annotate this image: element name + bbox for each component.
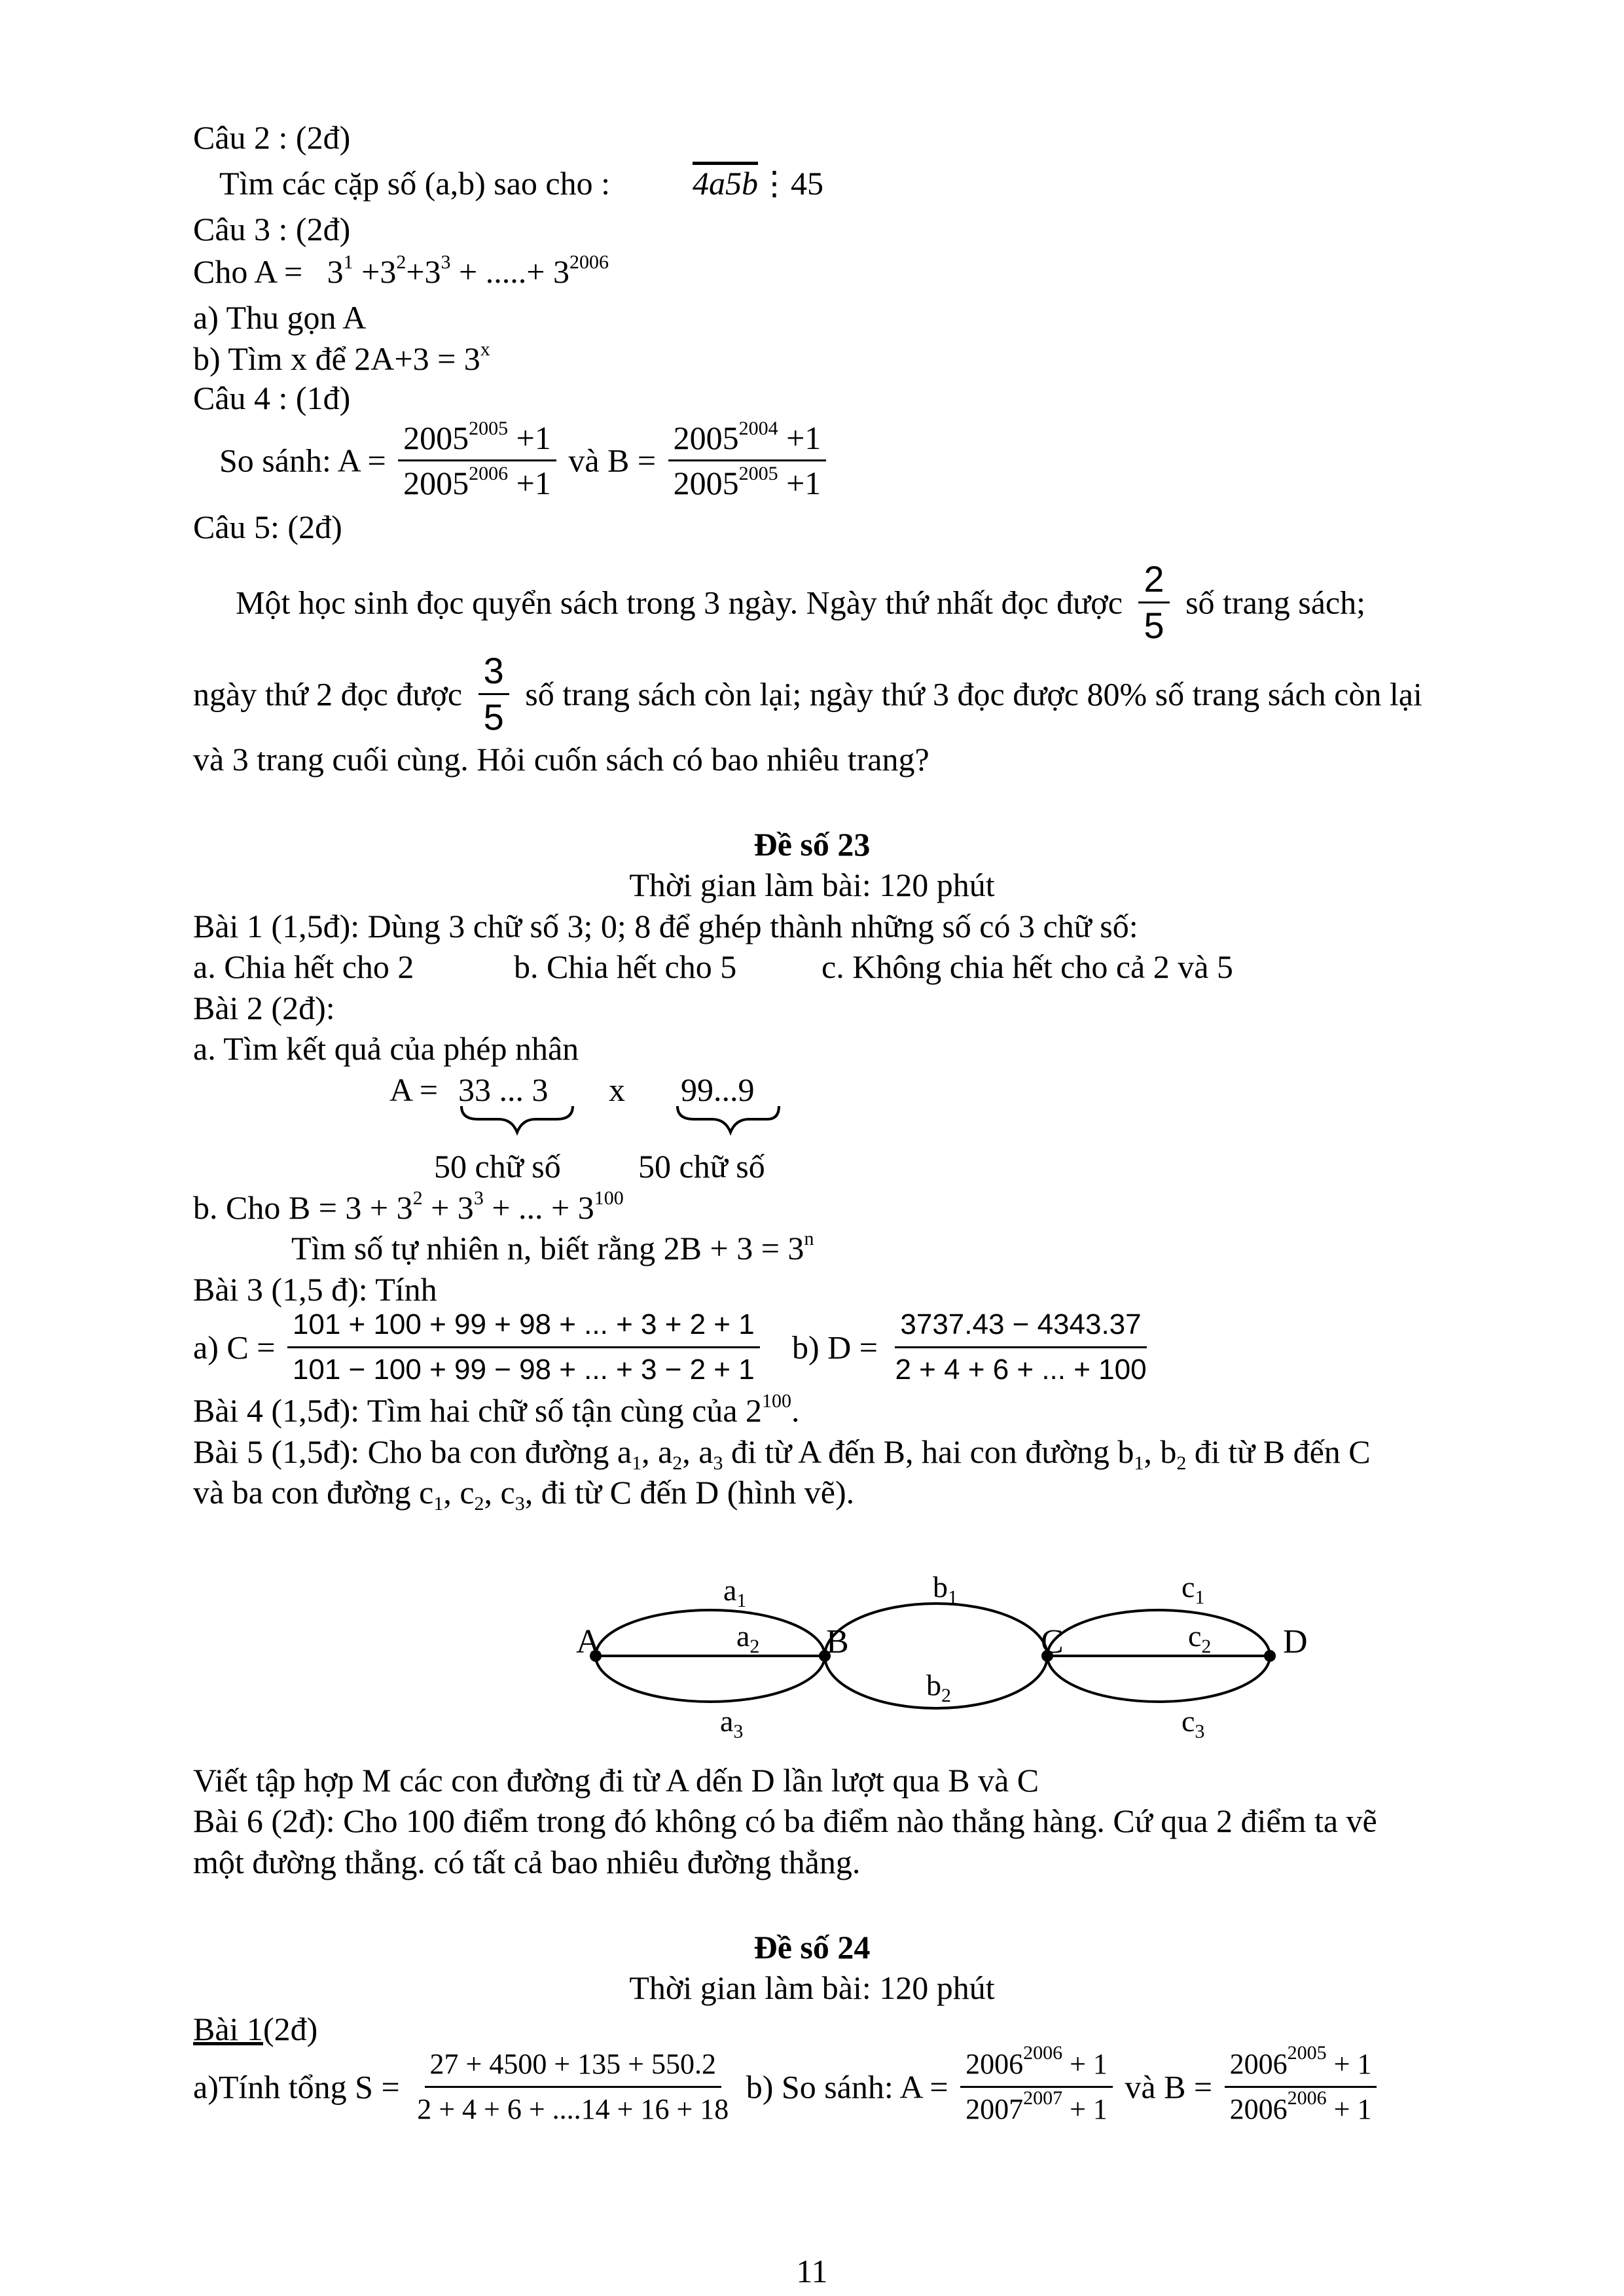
de23-b3-c-label: a) C = — [193, 1329, 276, 1366]
de23-b4-text: Bài 4 (1,5đ): Tìm hai chữ số tận cùng của 2 — [193, 1392, 763, 1429]
q5-line2-a: ngày thứ 2 đọc được — [193, 675, 463, 713]
de23-b3-d-fraction — [890, 1306, 1151, 1389]
de23-b2-b-term3: + 3 — [422, 1189, 474, 1226]
q5-fraction-1 — [1138, 560, 1169, 645]
q5-line1 — [236, 560, 1365, 645]
de24-title: Đề số 24 — [753, 1929, 871, 1965]
q4-b-num-exp: 2004 — [738, 418, 778, 439]
a2-sub: 2 — [749, 1636, 760, 1657]
de24-b1-label: Bài 1 — [193, 2011, 263, 2047]
q5-f2-den: 5 — [483, 696, 504, 738]
de23-b6-line2: một đường thẳng. có tất cả bao nhiêu đường thẳng. — [193, 1844, 861, 1880]
point-d — [1264, 1650, 1276, 1662]
q4-b-num-base: 2005 — [673, 420, 739, 456]
label-a2 — [736, 1619, 759, 1657]
de23-b3-c-fraction — [287, 1306, 760, 1389]
q4-a-den-plus: +1 — [516, 465, 551, 501]
de23-b3-d-den: 2 + 4 + 6 + ... + 100 — [895, 1354, 1147, 1386]
a3-letter: a — [720, 1704, 734, 1738]
label-D: D — [1283, 1623, 1308, 1660]
q2-title: Câu 2 : (2đ) — [193, 119, 351, 156]
de24-sum-row — [193, 2042, 1380, 2128]
de24-s-num: 27 + 4500 + 135 + 550.2 — [425, 2045, 721, 2088]
de23-b6-line1: Bài 6 (2đ): Cho 100 điểm trong đó không có ba điểm nào thẳng hàng. Cứ qua 2 điểm ta vẽ — [193, 1803, 1377, 1839]
de24-a-fraction — [960, 2042, 1113, 2128]
de23-b3: Bài 3 (1,5 đ): Tính — [193, 1271, 437, 1308]
de24-b-num-plus: + 1 — [1333, 2048, 1372, 2080]
b2-letter: b — [926, 1668, 941, 1702]
de24-a-label: a)Tính tổng S = — [193, 2068, 400, 2106]
q3-term2: +3 — [361, 253, 397, 290]
de24-b-label: b) So sánh: A = — [746, 2068, 948, 2106]
sub-a1: 1 — [632, 1452, 642, 1474]
q3-part-b-exp: x — [480, 338, 490, 360]
de23-b4-end: . — [791, 1392, 800, 1429]
de23-time: Thời gian làm bài: 120 phút — [629, 867, 995, 903]
page-number: 11 — [796, 2253, 828, 2289]
de23-b1-a: a. Chia hết cho 2 — [193, 948, 414, 985]
underbrace-1 — [461, 1106, 573, 1132]
label-B: B — [826, 1623, 849, 1660]
de23-b1-c: c. Không chia hết cho cả 2 và 5 — [821, 948, 1233, 985]
de23-b3-c-den: 101 − 100 + 99 − 98 + ... + 3 − 2 + 1 — [292, 1354, 755, 1386]
de24-s-den: 2 + 4 + 6 + ....14 + 16 + 18 — [417, 2093, 729, 2125]
q4-a-num-base: 2005 — [403, 420, 469, 456]
sub-b2: 2 — [1176, 1452, 1187, 1474]
de23-b3-d-label: b) D = — [792, 1329, 878, 1366]
de23-b2-n2: 99...9 — [681, 1071, 755, 1108]
c1-letter: c — [1182, 1570, 1195, 1604]
de23-b5-line2-a: và ba con đường c — [193, 1474, 434, 1511]
c2-sub: 2 — [1201, 1636, 1212, 1657]
sep-c3: , c — [484, 1474, 515, 1511]
q5-line1-b: số trang sách; — [1185, 584, 1366, 621]
sep-c2: , c — [443, 1474, 475, 1511]
sub-c3: 3 — [514, 1493, 525, 1515]
sep-b2: , b — [1144, 1433, 1177, 1470]
de24-b-num-base: 2006 — [1229, 2048, 1288, 2080]
de24-a-den-exp: 2007 — [1023, 2087, 1063, 2109]
q4-title: Câu 4 : (1đ) — [193, 380, 351, 416]
label-a1 — [723, 1573, 746, 1611]
label-c3 — [1182, 1704, 1204, 1742]
de24-a-num-base: 2006 — [965, 2048, 1024, 2080]
de24-a-num-plus: + 1 — [1070, 2048, 1108, 2080]
q4-a-den-base: 2005 — [403, 465, 469, 501]
a1-sub: 1 — [736, 1590, 747, 1611]
q2-text-label: Tìm các cặp số (a,b) sao cho : — [219, 165, 610, 202]
q5-line2-b: số trang sách còn lại; ngày thứ 3 đọc được 80% số trang sách còn lại — [525, 675, 1422, 713]
q4-fraction-a — [398, 419, 556, 502]
q4-compare — [219, 419, 830, 502]
c1-sub: 1 — [1195, 1587, 1205, 1608]
de23-b2-b-text: b. Cho B = 3 + 3 — [193, 1189, 413, 1226]
underbrace-2 — [677, 1106, 779, 1132]
de24-time: Thời gian làm bài: 120 phút — [629, 1969, 995, 2006]
b1-sub: 1 — [948, 1587, 958, 1608]
de24-b1-points: (2đ) — [262, 2011, 318, 2047]
de23-b2-find-text: Tìm số tự nhiên n, biết rằng 2B + 3 = 3 — [291, 1230, 804, 1266]
de23-b2-x: x — [609, 1071, 625, 1108]
q3-base: 3 — [327, 253, 344, 290]
q3-part-b-text: b) Tìm x để 2A+3 = 3 — [193, 340, 480, 377]
q5-f1-den: 5 — [1144, 605, 1164, 646]
q3-part-b — [193, 339, 490, 378]
q3-dots: + .....+ 3 — [459, 253, 569, 290]
q3-sum — [193, 252, 609, 291]
de23-b2-find — [291, 1229, 814, 1268]
de24-a-den-plus: + 1 — [1070, 2093, 1108, 2125]
de23-b3-d-num: 3737.43 − 4343.37 — [895, 1306, 1146, 1348]
q5-title: Câu 5: (2đ) — [193, 509, 342, 545]
sub-a2: 2 — [672, 1452, 683, 1474]
de24-a-den-base: 2007 — [965, 2093, 1024, 2125]
de23-b5-end: , đi từ C đến D (hình vẽ). — [524, 1474, 855, 1511]
road-diagram — [576, 1551, 1375, 1761]
de23-b2-count2: 50 chữ số — [638, 1148, 765, 1185]
q5-line3: và 3 trang cuối cùng. Hỏi cuốn sách có bao nhiêu trang? — [193, 741, 929, 778]
label-C: C — [1041, 1623, 1064, 1660]
sub-b1: 1 — [1134, 1452, 1144, 1474]
de23-b4 — [193, 1391, 800, 1430]
de23-b5-line2 — [193, 1473, 855, 1515]
c2-letter: c — [1188, 1619, 1202, 1653]
q3-exp-last: 2006 — [569, 251, 609, 273]
de23-b1-b: b. Chia hết cho 5 — [514, 948, 737, 985]
q2-expression — [693, 164, 823, 203]
de23-b3-c-num: 101 + 100 + 99 + 98 + ... + 3 + 2 + 1 — [287, 1306, 760, 1348]
de23-b2-count1: 50 chữ số — [434, 1148, 561, 1185]
de23-b5-line1-a: Bài 5 (1,5đ): Cho ba con đường a — [193, 1433, 632, 1470]
a2-letter: a — [736, 1619, 750, 1653]
q2-divides: ⋮45 — [758, 165, 823, 202]
q4-a-den-exp: 2006 — [469, 463, 509, 484]
q3-exp2: 2 — [396, 251, 406, 273]
c3-letter: c — [1182, 1704, 1195, 1738]
q3-cho: Cho A = — [193, 253, 303, 290]
de24-b1 — [193, 2009, 317, 2049]
q3-exp1: 1 — [343, 251, 353, 273]
b2-sub: 2 — [941, 1685, 951, 1706]
de23-b2-b-exp100: 100 — [594, 1187, 624, 1209]
q4-label: So sánh: A = — [219, 442, 386, 479]
label-c1 — [1182, 1570, 1204, 1608]
de23-b2-b-exp3: 3 — [473, 1187, 484, 1209]
de23-b2-b-rest: + ... + 3 — [483, 1189, 594, 1226]
q3-term3: +3 — [406, 253, 441, 290]
q5-fraction-2 — [478, 651, 509, 737]
q2-overline-number: 4a5b — [693, 165, 758, 202]
q4-b-den-plus: +1 — [786, 465, 821, 501]
de23-title: Đề số 23 — [753, 826, 871, 863]
q4-b-den-exp: 2005 — [738, 463, 778, 484]
de24-b-num-exp: 2005 — [1287, 2042, 1327, 2064]
q4-b-den-base: 2005 — [673, 465, 739, 501]
de23-b3-d — [792, 1306, 1156, 1389]
label-b1 — [933, 1570, 958, 1608]
de23-b2-b — [193, 1188, 624, 1227]
de23-b5-mid: đi từ A đến B, hai con đường b — [723, 1433, 1134, 1470]
c3-sub: 3 — [1195, 1721, 1205, 1742]
b1-letter: b — [933, 1570, 948, 1604]
de24-b-den-exp: 2006 — [1287, 2087, 1327, 2109]
sub-c1: 1 — [433, 1493, 444, 1515]
a1-letter: a — [723, 1573, 737, 1607]
de23-b1: Bài 1 (1,5đ): Dùng 3 chữ số 3; 0; 8 để ghép thành những số có 3 chữ số: — [193, 908, 1138, 944]
de23-b2-find-exp: n — [804, 1228, 814, 1249]
de24-b-den-plus: + 1 — [1333, 2093, 1372, 2125]
de23-b3-c — [193, 1306, 764, 1389]
q5-f2-num: 3 — [478, 651, 509, 695]
de23-b2-A: A = — [389, 1071, 439, 1108]
q2-text — [219, 164, 610, 203]
de24-and-b: và B = — [1125, 2068, 1213, 2106]
de23-b2: Bài 2 (2đ): — [193, 990, 335, 1026]
de23-b2-n1: 33 ... 3 — [458, 1071, 549, 1108]
q4-a-num-exp: 2005 — [469, 418, 509, 439]
a3-sub: 3 — [733, 1721, 744, 1742]
sub-c2: 2 — [474, 1493, 484, 1515]
q5-line1-a: Một học sinh đọc quyển sách trong 3 ngày. Ngày thứ nhất đọc được — [236, 584, 1123, 621]
q4-fraction-b — [668, 419, 827, 502]
q4-and-b: và B = — [568, 442, 657, 479]
q4-a-num-plus: +1 — [516, 420, 551, 456]
label-a3 — [720, 1704, 743, 1742]
de24-b-fraction — [1225, 2042, 1377, 2128]
q3-exp3: 3 — [441, 251, 451, 273]
de24-s-fraction — [412, 2045, 734, 2128]
de23-b2-b-exp2: 2 — [412, 1187, 423, 1209]
de23-b4-exp: 100 — [762, 1390, 792, 1412]
sep-a2: , a — [641, 1433, 673, 1470]
q3-part-a: a) Thu gọn A — [193, 299, 367, 336]
q5-f1-num: 2 — [1138, 560, 1169, 603]
q4-b-num-plus: +1 — [786, 420, 821, 456]
sep-a3: , a — [682, 1433, 713, 1470]
label-A: A — [576, 1623, 601, 1660]
q5-line2 — [193, 651, 1422, 737]
de24-b-den-base: 2006 — [1229, 2093, 1288, 2125]
de23-b2-a: a. Tìm kết quả của phép nhân — [193, 1030, 579, 1067]
de23-b5-line1 — [193, 1432, 1371, 1474]
q3-title: Câu 3 : (2đ) — [193, 211, 351, 247]
de24-a-num-exp: 2006 — [1023, 2042, 1063, 2064]
label-c2 — [1188, 1619, 1211, 1657]
de23-b5-question: Viết tập hợp M các con đường đi từ A dến D lần lượt qua B và C — [193, 1762, 1039, 1799]
de23-b5-mid2: đi từ B đến C — [1186, 1433, 1371, 1470]
sub-a3: 3 — [713, 1452, 723, 1474]
label-b2 — [926, 1668, 951, 1706]
underbraces — [452, 1101, 779, 1140]
